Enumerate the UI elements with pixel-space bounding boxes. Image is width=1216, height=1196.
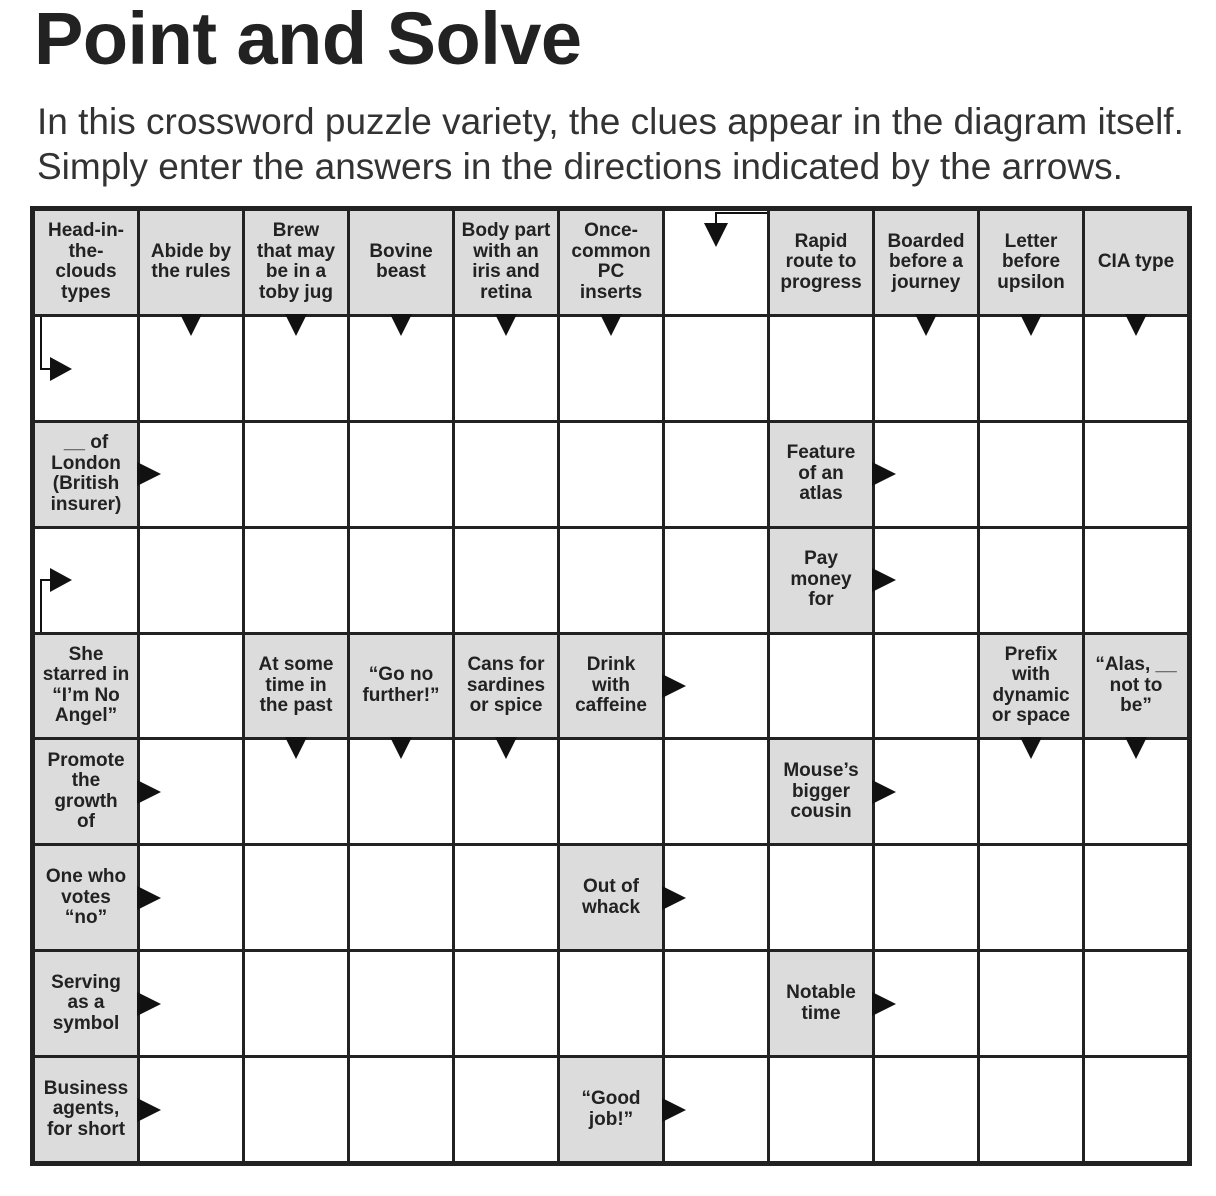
answer-cell[interactable] <box>350 1058 452 1161</box>
clue-cell <box>35 952 137 1055</box>
clue-cell <box>455 635 557 738</box>
answer-cell[interactable] <box>455 846 557 949</box>
answer-cell[interactable] <box>980 1058 1082 1161</box>
arrow-down-icon <box>390 314 412 336</box>
answer-cell[interactable] <box>560 740 662 843</box>
answer-cell[interactable] <box>455 952 557 1055</box>
arrow-down-icon <box>495 737 517 759</box>
clue-cell <box>980 211 1082 314</box>
crossword-grid <box>30 206 1192 1166</box>
arrow-right-icon <box>662 1098 686 1122</box>
answer-cell[interactable] <box>1085 529 1187 632</box>
arrow-right-icon <box>872 568 896 592</box>
clue-text: Cans for sardines or spice <box>466 654 546 717</box>
clue-text: Letter before upsilon <box>997 230 1065 293</box>
answer-cell[interactable] <box>770 846 872 949</box>
arrow-down-icon <box>915 314 937 336</box>
answer-cell[interactable] <box>980 846 1082 949</box>
arrow-down-icon <box>285 737 307 759</box>
clue-cell <box>1085 635 1187 738</box>
arrow-right-icon <box>137 780 161 804</box>
answer-cell[interactable] <box>455 1058 557 1161</box>
arrow-right-icon <box>662 674 686 698</box>
arrow-down-icon <box>1125 737 1147 759</box>
clue-cell <box>245 211 347 314</box>
answer-cell[interactable] <box>875 635 977 738</box>
arrow-down-icon <box>1020 314 1042 336</box>
clue-cell <box>350 211 452 314</box>
answer-cell[interactable] <box>1085 423 1187 526</box>
clue-cell <box>770 952 872 1055</box>
clue-text: Serving as a symbol <box>51 971 121 1034</box>
answer-cell[interactable] <box>875 1058 977 1161</box>
answer-cell[interactable] <box>1085 952 1187 1055</box>
answer-cell[interactable] <box>665 423 767 526</box>
clue-cell <box>980 635 1082 738</box>
instructions-line-1: In this crossword puzzle variety, the clues appear in the diagram itself. <box>37 101 1184 142</box>
clue-cell <box>560 1058 662 1161</box>
clue-text: Pay money for <box>790 548 852 611</box>
arrow-right-icon <box>137 992 161 1016</box>
arrow-down-icon <box>600 314 622 336</box>
arrow-down-icon <box>390 737 412 759</box>
clue-text: One who votes “no” <box>45 866 127 929</box>
clue-cell <box>245 635 347 738</box>
arrow-right-icon <box>872 992 896 1016</box>
instructions <box>37 99 1184 189</box>
clue-cell <box>455 211 557 314</box>
answer-cell[interactable] <box>770 635 872 738</box>
clue-cell <box>350 635 452 738</box>
clue-text: “Good job!” <box>581 1088 641 1130</box>
clue-cell <box>770 740 872 843</box>
bent-arrow-left-down-icon <box>700 211 767 253</box>
answer-cell[interactable] <box>245 952 347 1055</box>
answer-cell[interactable] <box>770 317 872 420</box>
clue-cell <box>35 635 137 738</box>
clue-text: Business agents, for short <box>43 1077 129 1140</box>
clue-text: Mouse’s bigger cousin <box>783 760 859 823</box>
clue-text: Out of whack <box>581 876 641 918</box>
answer-cell[interactable] <box>665 952 767 1055</box>
clue-cell <box>35 846 137 949</box>
answer-cell[interactable] <box>350 423 452 526</box>
arrow-down-icon <box>285 314 307 336</box>
arrow-down-icon <box>495 314 517 336</box>
clue-text: Body part with an iris and retina <box>461 220 551 303</box>
answer-cell[interactable] <box>560 423 662 526</box>
arrow-down-icon <box>1125 314 1147 336</box>
answer-cell[interactable] <box>560 952 662 1055</box>
answer-cell[interactable] <box>1085 846 1187 949</box>
clue-cell <box>35 1058 137 1161</box>
arrow-right-icon <box>872 780 896 804</box>
answer-cell[interactable] <box>665 529 767 632</box>
clue-cell <box>560 211 662 314</box>
bent-arrow-down-right-icon <box>38 317 78 387</box>
arrow-down-icon <box>1020 737 1042 759</box>
clue-cell <box>770 211 872 314</box>
answer-cell[interactable] <box>560 529 662 632</box>
clue-cell <box>1085 211 1187 314</box>
clue-text: Drink with caffeine <box>575 654 647 717</box>
answer-cell[interactable] <box>665 740 767 843</box>
answer-cell[interactable] <box>245 1058 347 1161</box>
clue-cell <box>875 211 977 314</box>
clue-text: Feature of an atlas <box>786 442 856 505</box>
page-title: Point and Solve <box>34 0 582 80</box>
answer-cell[interactable] <box>665 317 767 420</box>
clue-text: She starred in “I’m No Angel” <box>42 643 130 727</box>
instructions-line-2: Simply enter the answers in the directions indicated by the arrows. <box>37 146 1123 187</box>
answer-cell[interactable] <box>455 423 557 526</box>
answer-cell[interactable] <box>140 529 242 632</box>
clue-cell <box>35 423 137 526</box>
clue-text: Abide by the rules <box>150 240 232 283</box>
answer-cell[interactable] <box>140 635 242 738</box>
answer-cell[interactable] <box>770 1058 872 1161</box>
clue-text: At some time in the past <box>258 654 334 717</box>
clue-text: Head-in- the- clouds types <box>48 220 124 303</box>
clue-text: Rapid route to progress <box>780 230 862 293</box>
clue-text: Bovine beast <box>369 240 433 283</box>
answer-cell[interactable] <box>875 846 977 949</box>
bent-arrow-up-right-icon <box>38 562 78 632</box>
clue-text: Boarded before a journey <box>887 230 965 293</box>
answer-cell[interactable] <box>245 423 347 526</box>
clue-cell <box>560 635 662 738</box>
clue-text: “Alas, __ not to be” <box>1095 654 1177 717</box>
clue-text: Notable time <box>786 982 856 1024</box>
arrow-right-icon <box>137 886 161 910</box>
answer-cell[interactable] <box>1085 1058 1187 1161</box>
answer-cell[interactable] <box>980 529 1082 632</box>
answer-cell[interactable] <box>350 952 452 1055</box>
arrow-right-icon <box>872 462 896 486</box>
clue-text: __ of London (British insurer) <box>50 432 122 515</box>
answer-cell[interactable] <box>350 846 452 949</box>
clue-text: CIA type <box>1097 251 1175 273</box>
arrow-right-icon <box>662 886 686 910</box>
clue-text: Promote the growth of <box>47 749 125 833</box>
clue-cell <box>35 211 137 314</box>
answer-cell[interactable] <box>980 952 1082 1055</box>
clue-cell <box>560 846 662 949</box>
answer-cell[interactable] <box>350 529 452 632</box>
clue-cell <box>770 529 872 632</box>
answer-cell[interactable] <box>245 529 347 632</box>
arrow-down-icon <box>180 314 202 336</box>
clue-cell <box>140 211 242 314</box>
clue-cell <box>35 740 137 843</box>
clue-cell <box>770 423 872 526</box>
answer-cell[interactable] <box>980 423 1082 526</box>
clue-text: Once- common PC inserts <box>571 220 651 303</box>
clue-text: Prefix with dynamic or space <box>991 643 1071 727</box>
clue-text: “Go no further!” <box>362 664 440 706</box>
arrow-right-icon <box>137 1098 161 1122</box>
answer-cell[interactable] <box>455 529 557 632</box>
arrow-right-icon <box>137 462 161 486</box>
answer-cell[interactable] <box>245 846 347 949</box>
clue-text: Brew that may be in a toby jug <box>256 220 336 303</box>
